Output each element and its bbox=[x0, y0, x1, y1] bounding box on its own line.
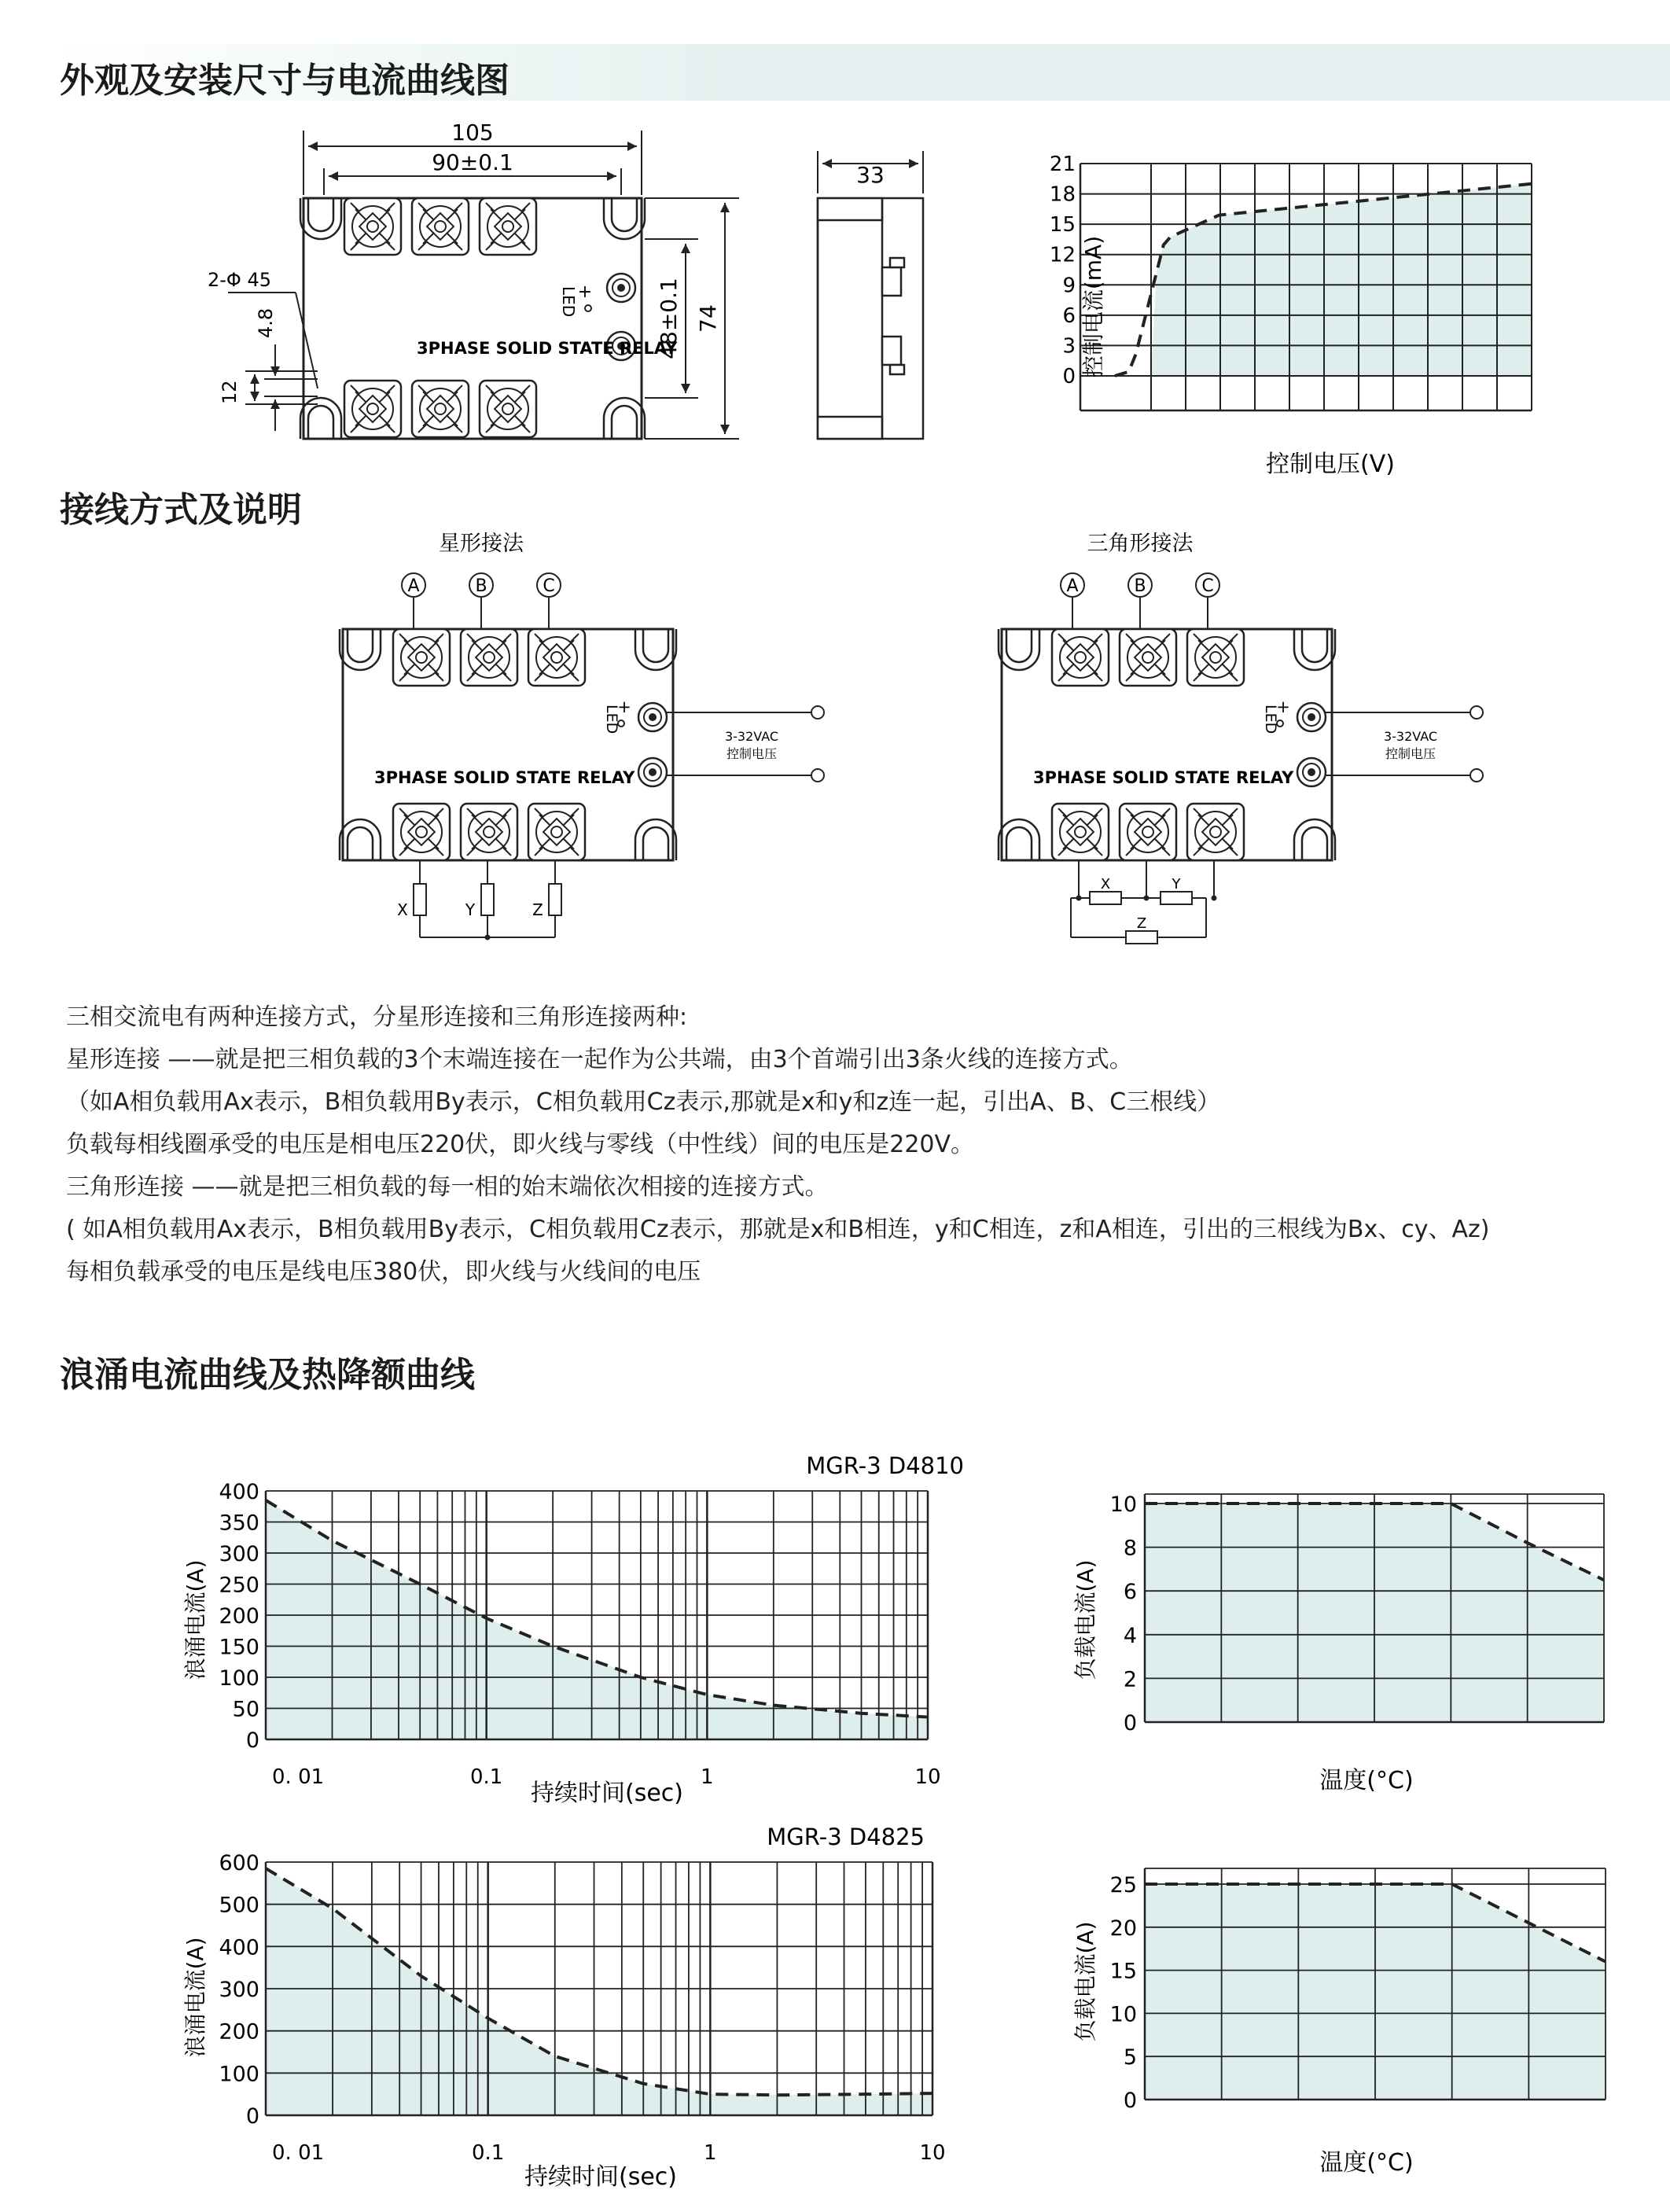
load-letter: X bbox=[1100, 876, 1111, 893]
voltage-text: 3-32VAC bbox=[1383, 729, 1438, 744]
surge-ytick: 100 bbox=[219, 2062, 259, 2087]
control-terminal bbox=[1297, 703, 1326, 731]
dim-hole: 2-Φ 45 bbox=[208, 269, 271, 291]
derate-ytick: 15 bbox=[1109, 1959, 1137, 1984]
terminal-screw bbox=[528, 804, 585, 860]
voltage-text: 3-32VAC bbox=[724, 729, 779, 744]
control-lead-end bbox=[1470, 706, 1483, 719]
load-resistor bbox=[1090, 892, 1121, 904]
led-label: LED bbox=[603, 705, 620, 734]
chart-3-xlabel: 温度(°C) bbox=[1319, 2149, 1414, 2177]
description-line-1: 三相交流电有两种连接方式，分星形连接和三角形连接两种: bbox=[66, 1003, 688, 1031]
derating-chart-d4825 bbox=[1110, 1868, 1606, 2113]
dim-33: 33 bbox=[856, 162, 885, 188]
control-chart-fill bbox=[1151, 184, 1532, 376]
control-chart-ytick: 21 bbox=[1049, 153, 1076, 176]
terminal-screw bbox=[393, 629, 450, 686]
chart-2-ylabel: 浪涌电流(A) bbox=[182, 1937, 208, 2058]
phase-letter: C bbox=[543, 576, 555, 596]
surge-xtick: 10 bbox=[914, 1765, 941, 1789]
dim-12: 12 bbox=[219, 380, 241, 404]
surge-ytick: 100 bbox=[219, 1666, 259, 1691]
chart-1-xlabel: 温度(°C) bbox=[1319, 1767, 1414, 1794]
control-chart-ytick: 18 bbox=[1049, 182, 1076, 207]
surge-ytick: 150 bbox=[219, 1635, 259, 1660]
load-resistor bbox=[1161, 892, 1192, 904]
derate-ytick: 5 bbox=[1123, 2045, 1137, 2070]
derate-ytick: 4 bbox=[1123, 1623, 1137, 1648]
phase-letter: A bbox=[1066, 576, 1079, 596]
terminal-screw bbox=[1120, 804, 1176, 860]
control-chart-ytick: 6 bbox=[1062, 304, 1076, 328]
dim-4-8: 4.8 bbox=[255, 307, 277, 338]
load-resistor bbox=[1126, 931, 1157, 944]
derate-ytick: 10 bbox=[1109, 2002, 1137, 2027]
control-chart-ytick: 3 bbox=[1062, 334, 1076, 359]
surge-ytick: 0 bbox=[245, 1728, 259, 1753]
surge-ytick: 0 bbox=[245, 2104, 259, 2129]
derate-ytick: 0 bbox=[1123, 2089, 1137, 2113]
chart-0-xlabel: 持续时间(sec) bbox=[531, 1780, 683, 1807]
surge-chart-d4810 bbox=[219, 1480, 940, 1789]
delta-title: 三角形接法 bbox=[1087, 532, 1194, 556]
derate-ytick: 0 bbox=[1123, 1711, 1137, 1735]
control-terminal bbox=[1297, 758, 1326, 786]
chart-0-ylabel: 浪涌电流(A) bbox=[182, 1559, 208, 1680]
control-chart-ytick: 12 bbox=[1049, 243, 1076, 267]
load-letter: X bbox=[397, 900, 408, 919]
derate-ytick: 10 bbox=[1109, 1492, 1137, 1517]
load-resistor bbox=[414, 884, 426, 915]
voltage-label: 控制电压 bbox=[1385, 746, 1436, 761]
dim-74: 74 bbox=[695, 304, 721, 333]
control-terminal bbox=[638, 703, 667, 731]
surge-ytick: 400 bbox=[219, 1935, 259, 1960]
terminal-screw bbox=[1120, 629, 1176, 686]
surge-ytick: 250 bbox=[219, 1573, 259, 1598]
phase-letter: C bbox=[1201, 576, 1214, 596]
plus-label: + bbox=[1276, 697, 1290, 716]
load-letter: Y bbox=[465, 900, 476, 919]
terminal-screw bbox=[1187, 629, 1244, 686]
terminal-screw bbox=[1187, 804, 1244, 860]
surge-ytick: 300 bbox=[219, 1978, 259, 2002]
control-lead-end bbox=[1470, 769, 1483, 782]
surge-ytick: 50 bbox=[232, 1697, 259, 1722]
description-line-6: ( 如A相负载用Ax表示，B相负载用By表示，C相负载用Cz表示，那就是x和B相连，y和C相连，z和A相连，引出的三根线为Bx、cy、Az) bbox=[66, 1216, 1490, 1243]
surge-fill bbox=[266, 1868, 932, 2115]
surge-xtick: 0. 01 bbox=[272, 1765, 325, 1789]
chart-2-title: MGR-3 D4825 bbox=[767, 1824, 925, 1850]
control-lead-end bbox=[811, 706, 824, 719]
surge-ytick: 350 bbox=[219, 1511, 259, 1536]
surge-xtick: 1 bbox=[704, 2141, 717, 2165]
load-resistor bbox=[549, 884, 561, 915]
wiring-star-diagram bbox=[340, 573, 824, 940]
plus-label: + bbox=[577, 282, 593, 302]
surge-xtick: 0.1 bbox=[469, 1765, 503, 1789]
chart-2-xlabel: 持续时间(sec) bbox=[524, 2163, 677, 2191]
control-chart-ytick: 9 bbox=[1062, 274, 1076, 298]
load-resistor bbox=[481, 884, 494, 915]
control-current-chart bbox=[1050, 153, 1532, 410]
terminal-screw bbox=[1052, 804, 1109, 860]
dim-105: 105 bbox=[451, 120, 494, 145]
led-label: LED bbox=[1262, 705, 1279, 734]
voltage-label: 控制电压 bbox=[726, 746, 778, 761]
relay-side-view bbox=[818, 198, 923, 439]
derate-ytick: 2 bbox=[1123, 1667, 1137, 1692]
derating-chart-d4810 bbox=[1110, 1492, 1604, 1735]
derate-ytick: 20 bbox=[1109, 1916, 1137, 1941]
terminal-screw bbox=[393, 804, 450, 860]
derate-ytick: 25 bbox=[1109, 1873, 1137, 1897]
delta-node bbox=[1144, 896, 1150, 901]
control-chart-xlabel: 控制电压(V) bbox=[1266, 451, 1395, 478]
relay-label: 3PHASE SOLID STATE RELAY bbox=[374, 768, 635, 787]
surge-ytick: 500 bbox=[219, 1893, 259, 1918]
control-chart-ylabel: 控制电流(mA) bbox=[1080, 235, 1106, 378]
load-letter: Y bbox=[1172, 876, 1181, 893]
surge-ytick: 200 bbox=[219, 2019, 259, 2045]
control-chart-ytick: 0 bbox=[1062, 365, 1076, 388]
dim-48: 48±0.1 bbox=[656, 278, 682, 359]
plus-label: + bbox=[617, 697, 631, 716]
surge-xtick: 1 bbox=[701, 1765, 714, 1789]
section-title-surge: 浪涌电流曲线及热降额曲线 bbox=[60, 1355, 475, 1395]
delta-node bbox=[1076, 896, 1082, 901]
section-title-wiring: 接线方式及说明 bbox=[60, 490, 302, 530]
phase-letter: B bbox=[475, 576, 487, 596]
derate-ytick: 6 bbox=[1123, 1580, 1137, 1605]
wiring-delta-diagram bbox=[999, 573, 1483, 944]
star-title: 星形接法 bbox=[439, 532, 524, 556]
terminal-screw bbox=[461, 804, 517, 860]
star-node bbox=[485, 935, 491, 940]
chart-0-title: MGR-3 D4810 bbox=[806, 1452, 964, 1479]
terminal-screw bbox=[528, 629, 585, 686]
phase-letter: A bbox=[407, 576, 420, 596]
surge-xtick: 10 bbox=[919, 2141, 946, 2165]
surge-ytick: 200 bbox=[219, 1604, 259, 1629]
surge-xtick: 0.1 bbox=[471, 2141, 505, 2165]
description-line-7: 每相负载承受的电压是线电压380伏，即火线与火线间的电压 bbox=[66, 1258, 701, 1286]
chart-1-ylabel: 负载电流(A) bbox=[1072, 1559, 1098, 1680]
relay-label: 3PHASE SOLID STATE RELAY bbox=[1033, 768, 1294, 787]
description-line-5: 三角形连接 ——就是把三相负载的每一相的始末端依次相接的连接方式。 bbox=[66, 1173, 829, 1201]
surge-xtick: 0. 01 bbox=[272, 2141, 325, 2165]
surge-ytick: 300 bbox=[219, 1542, 259, 1566]
description-line-2: 星形连接 ——就是把三相负载的3个末端连接在一起作为公共端，由3个首端引出3条火线的连接方式。 bbox=[66, 1046, 1133, 1073]
surge-fill bbox=[266, 1500, 928, 1739]
delta-node bbox=[1212, 896, 1217, 901]
phase-letter: B bbox=[1134, 576, 1146, 596]
relay-front-view bbox=[300, 198, 678, 439]
control-chart-ytick: 15 bbox=[1049, 213, 1076, 237]
derate-ytick: 8 bbox=[1123, 1536, 1137, 1561]
terminal-screw bbox=[1052, 629, 1109, 686]
control-lead-end bbox=[811, 769, 824, 782]
dim-90: 90±0.1 bbox=[432, 149, 513, 175]
relay-label: 3PHASE SOLID STATE RELAY bbox=[417, 339, 678, 358]
surge-chart-d4825 bbox=[219, 1851, 945, 2165]
terminal-screw bbox=[461, 629, 517, 686]
section-title-dimensions: 外观及安装尺寸与电流曲线图 bbox=[60, 61, 509, 101]
load-letter: Z bbox=[532, 900, 543, 919]
chart-3-ylabel: 负载电流(A) bbox=[1072, 1921, 1098, 2042]
surge-ytick: 600 bbox=[219, 1851, 259, 1875]
description-line-4: 负载每相线圈承受的电压是相电压220伏，即火线与零线（中性线）间的电压是220V。 bbox=[66, 1131, 975, 1158]
led-label: LED bbox=[559, 286, 578, 318]
surge-ytick: 400 bbox=[219, 1480, 259, 1504]
load-letter: Z bbox=[1136, 915, 1147, 932]
description-line-3: （如A相负载用Ax表示，B相负载用By表示，C相负载用Cz表示,那就是x和y和z连一起，引出A、B、C三根线） bbox=[66, 1088, 1221, 1116]
control-terminal bbox=[638, 758, 667, 786]
